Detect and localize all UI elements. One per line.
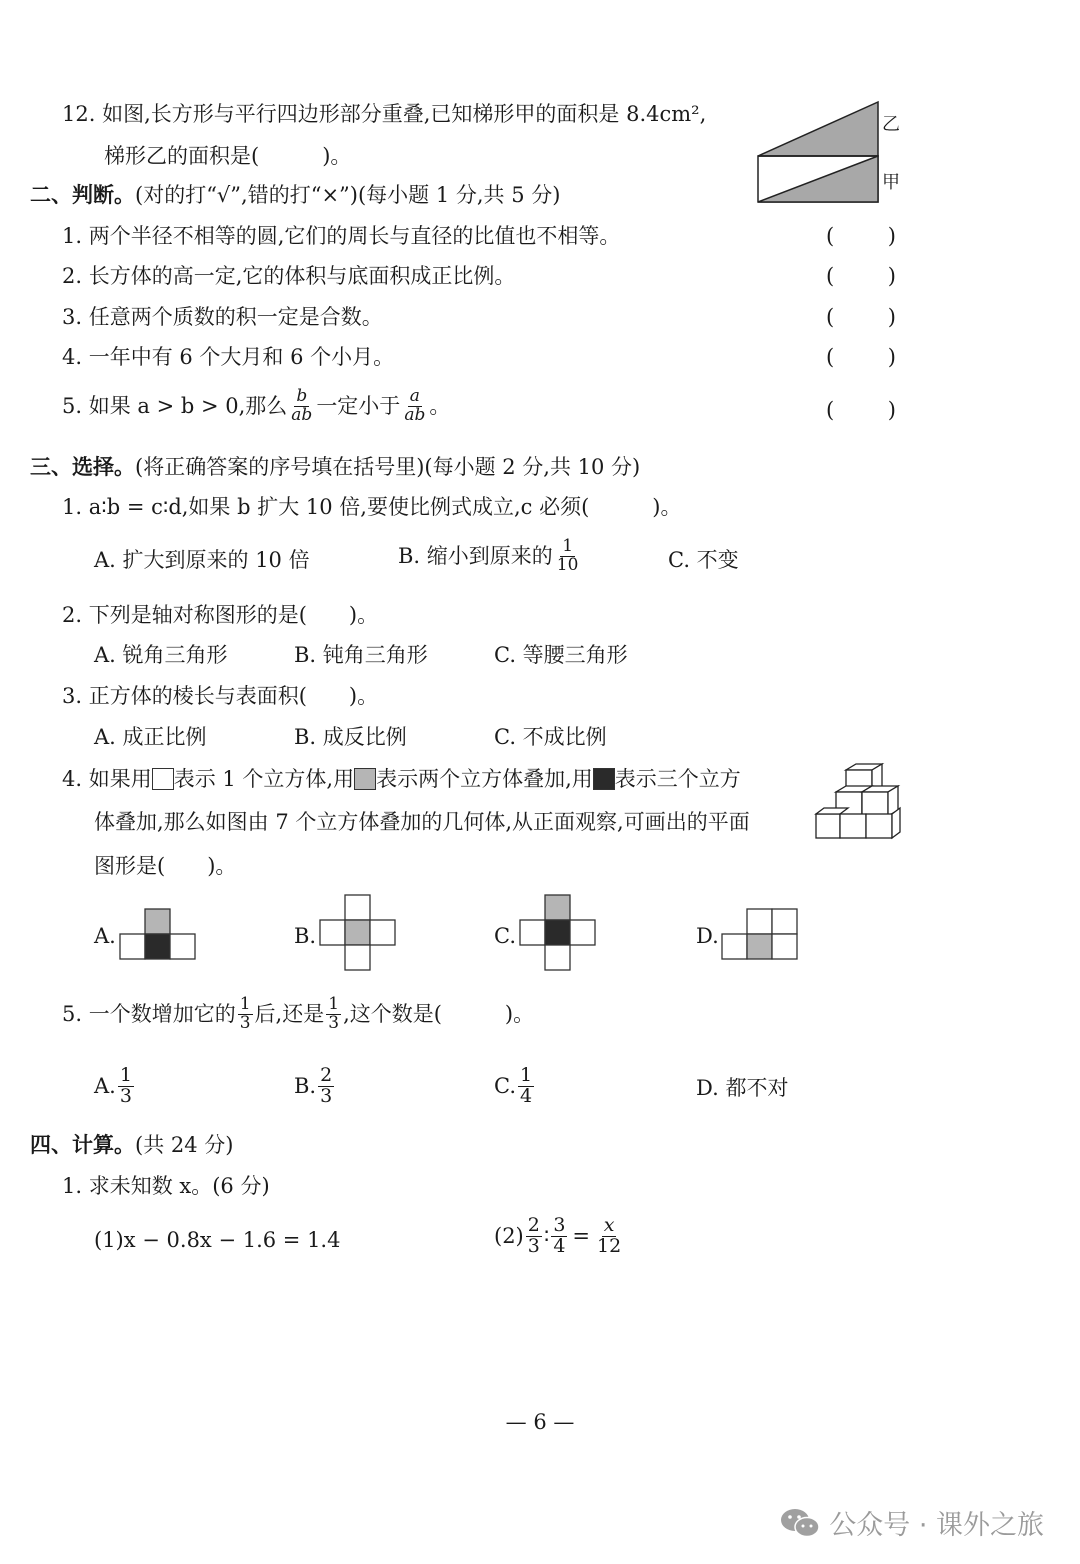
q4-option-c-label: C. (494, 924, 516, 948)
choice-q1-b: B. 缩小到原来的 $\frac{1}{10}$ (398, 536, 579, 575)
q12-figure (752, 98, 902, 210)
choice-q5-b: B. $\frac{2}{3}$ (294, 1064, 333, 1107)
answer-paren-3[interactable]: ( ) (826, 305, 896, 329)
answer-paren-5[interactable]: ( ) (826, 398, 896, 422)
answer-paren-1[interactable]: ( ) (826, 224, 896, 248)
q4-option-d-figure[interactable] (720, 908, 802, 962)
label-yi: 乙 (882, 114, 900, 135)
q12-line1: 12. 如图,长方形与平行四边形部分重叠,已知梯形甲的面积是 8.4cm², (62, 102, 707, 126)
fraction-1-10: $\frac{1}{10}$ (556, 536, 579, 575)
answer-paren-4[interactable]: ( ) (826, 345, 896, 369)
choice-q5-c: C. $\frac{1}{4}$ (494, 1064, 533, 1107)
q12-line2: 梯形乙的面积是( )。 (104, 144, 352, 168)
section3-heading: 三、选择。 (30, 454, 135, 479)
choice-q2-c: C. 等腰三角形 (494, 643, 628, 667)
choice-q1-c: C. 不变 (668, 548, 739, 572)
choice-q1-a: A. 扩大到原来的 10 倍 (94, 548, 310, 572)
calc-eq1: (1)x − 0.8x − 1.6 = 1.4 (94, 1228, 341, 1252)
fraction-a-ab: $\frac{a}{ab}$ (404, 386, 426, 425)
judge-5-end: 。 (429, 393, 451, 418)
choice-q1: 1. a∶b = c∶d,如果 b 扩大 10 倍,要使比例式成立,c 必须( )。 (62, 495, 682, 519)
black-square-icon (593, 768, 615, 790)
choice-q3-a: A. 成正比例 (94, 725, 207, 749)
fraction-b-ab: $\frac{b}{ab}$ (291, 386, 313, 425)
choice-q2-b: B. 钝角三角形 (294, 643, 428, 667)
q4-option-b-label: B. (294, 924, 317, 948)
page-number: — 6 — (505, 1410, 575, 1434)
section4-heading: 四、计算。 (30, 1132, 135, 1157)
gray-square-icon (354, 768, 376, 790)
q4-option-a-label: A. (94, 924, 116, 948)
section2-heading: 二、判断。 (30, 182, 135, 207)
q4-option-d-label: D. (696, 924, 719, 948)
choice-q3: 3. 正方体的棱长与表面积( )。 (62, 684, 379, 708)
choice-q2-a: A. 锐角三角形 (94, 643, 228, 667)
q4-option-a-figure[interactable] (118, 908, 198, 962)
judge-5-pre: 5. 如果 a > b > 0,那么 (62, 393, 288, 418)
cubes-figure (810, 762, 906, 846)
section2-note: (对的打“√”,错的打“×”)(每小题 1 分,共 5 分) (135, 183, 561, 207)
q4-option-b-figure[interactable] (318, 894, 398, 974)
choice-q2: 2. 下列是轴对称图形的是( )。 (62, 603, 379, 627)
trapezoid-yi (758, 102, 878, 156)
judge-item-4: 4. 一年中有 6 个大月和 6 个小月。 (62, 345, 395, 369)
judge-item-2: 2. 长方体的高一定,它的体积与底面积成正比例。 (62, 264, 516, 288)
choice-q4-line1: 4. 如果用 表示 1 个立方体,用 表示两个立方体叠加,用 表示三个立方 (62, 766, 741, 791)
judge-item-5 (62, 388, 450, 425)
answer-paren-2[interactable]: ( ) (826, 264, 896, 288)
label-jia: 甲 (882, 172, 900, 193)
calc-eq2: (2) $\frac{2}{3}$ ∶ $\frac{3}{4}$ = $\frac{x}{12}$ (494, 1214, 622, 1257)
fraction-1-3-a: $\frac{1}{3}$ (239, 994, 251, 1033)
choice-q5: 5. 一个数增加它的 $\frac{1}{3}$ 后,还是 $\frac{1}{3}$ ,这个数是( )。 (62, 994, 535, 1033)
watermark (779, 1503, 1044, 1542)
choice-q5-d: D. 都不对 (696, 1076, 789, 1100)
wechat-icon (779, 1506, 821, 1540)
q4-option-c-figure[interactable] (518, 894, 598, 974)
trapezoid-jia (758, 156, 878, 202)
choice-q3-c: C. 不成比例 (494, 725, 607, 749)
choice-q3-b: B. 成反比例 (294, 725, 407, 749)
calc-q1: 1. 求未知数 x。(6 分) (62, 1174, 270, 1198)
section2-heading-line (30, 184, 560, 206)
choice-q4-line2: 体叠加,那么如图由 7 个立方体叠加的几何体,从正面观察,可画出的平面 (94, 810, 750, 834)
judge-item-1: 1. 两个半径不相等的圆,它们的周长与直径的比值也不相等。 (62, 224, 621, 248)
white-square-icon (152, 768, 174, 790)
judge-5-mid: 一定小于 (316, 393, 401, 418)
section3-heading-line (30, 456, 640, 478)
section4-heading-line (30, 1134, 233, 1156)
judge-item-3: 3. 任意两个质数的积一定是合数。 (62, 305, 383, 329)
watermark-text: 公众号 · 课外之旅 (829, 1510, 1044, 1541)
section3-note: (将正确答案的序号填在括号里)(每小题 2 分,共 10 分) (135, 455, 641, 479)
choice-q5-a: A. $\frac{1}{3}$ (94, 1064, 132, 1107)
section4-note: (共 24 分) (135, 1133, 234, 1157)
choice-q4-line3: 图形是( )。 (94, 854, 237, 878)
fraction-1-3-b: $\frac{1}{3}$ (328, 994, 340, 1033)
